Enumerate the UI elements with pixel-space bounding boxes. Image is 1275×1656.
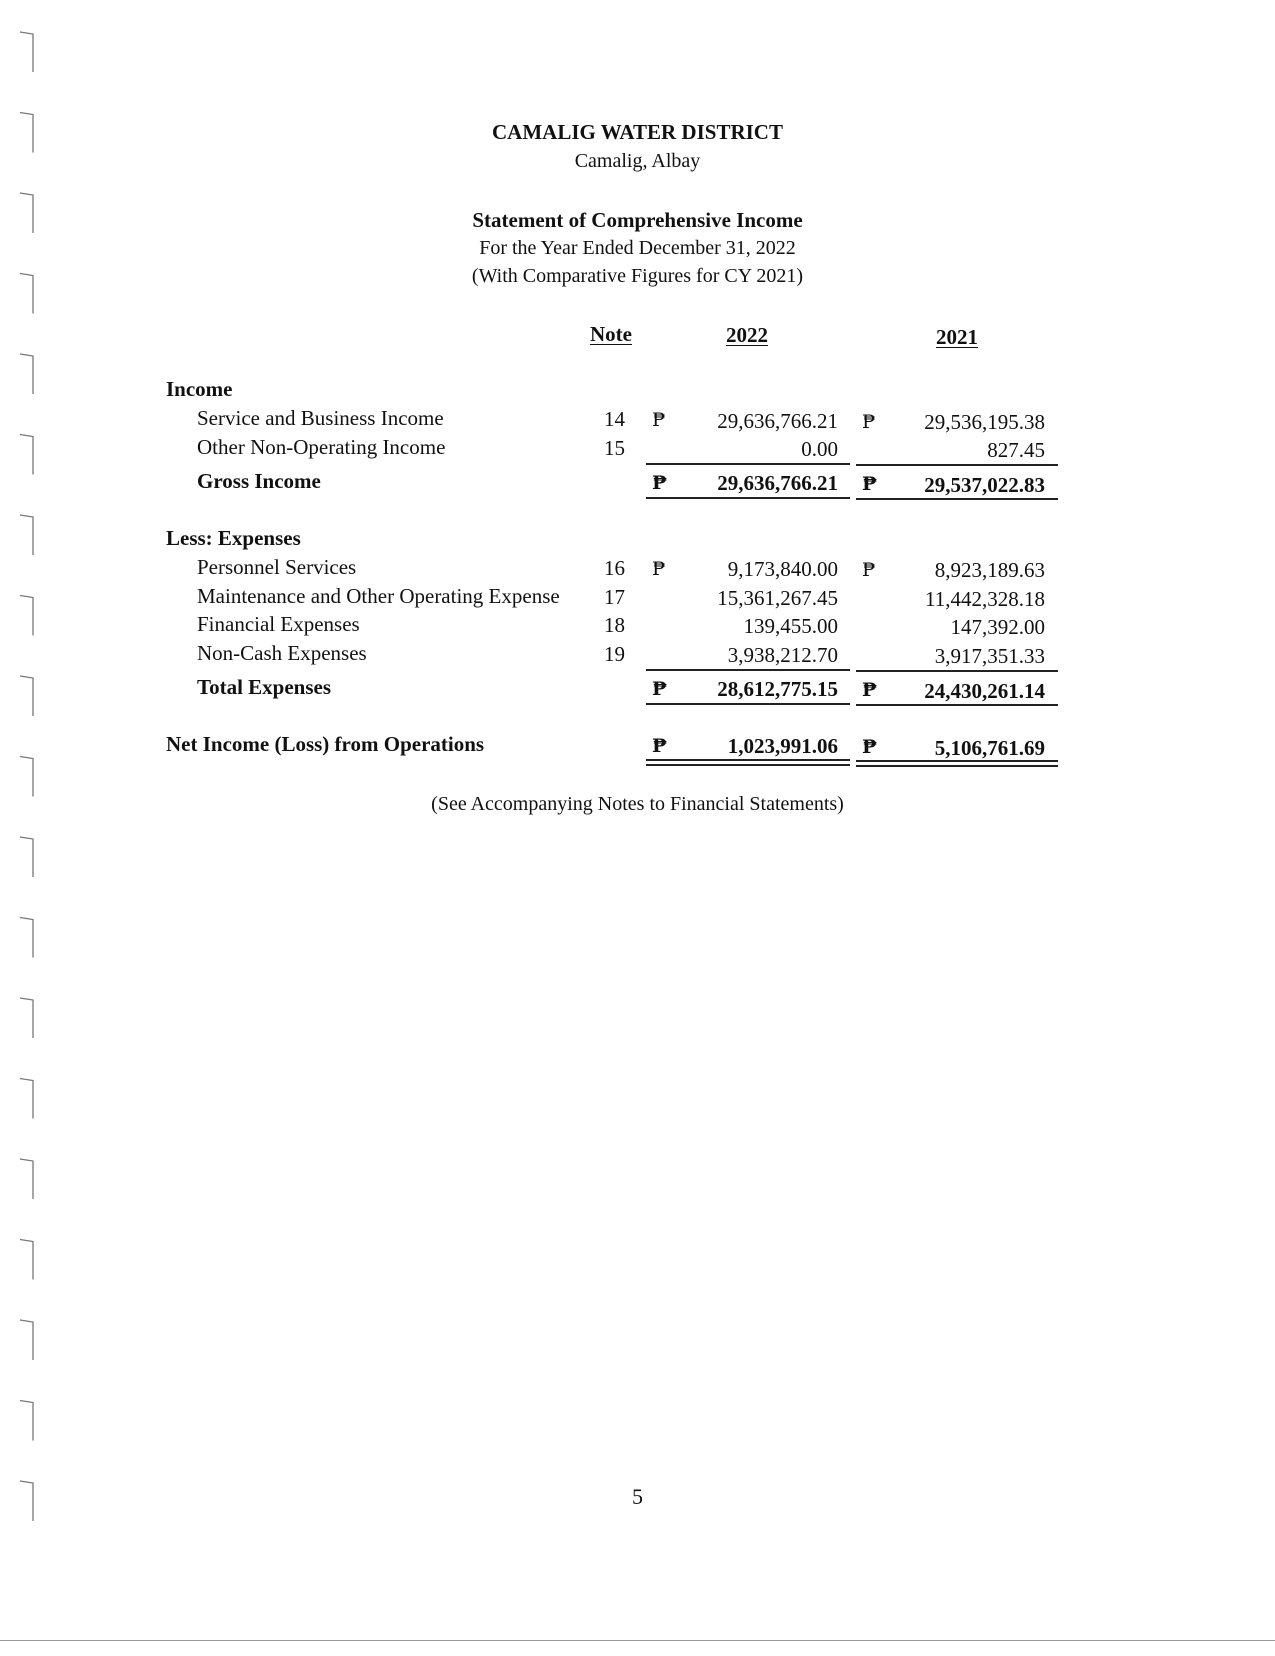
punch-mark bbox=[20, 1401, 33, 1441]
peso-sign: ₱ bbox=[862, 736, 878, 758]
subtotal-rule bbox=[856, 464, 1058, 466]
column-header-note: Note bbox=[590, 322, 632, 346]
row-value-2021: 29,536,195.38 bbox=[924, 410, 1045, 434]
subtotal-rule bbox=[856, 670, 1058, 672]
row-label: Personnel Services bbox=[197, 555, 357, 579]
peso-sign: ₱ bbox=[652, 678, 668, 700]
double-total-rule bbox=[646, 759, 850, 766]
punch-mark bbox=[20, 837, 33, 877]
punch-mark bbox=[20, 1240, 33, 1280]
row-value-2022: 139,455.00 bbox=[743, 614, 838, 638]
row-value-2022: 0.00 bbox=[801, 437, 838, 461]
entity-name: CAMALIG WATER DISTRICT bbox=[492, 120, 783, 144]
peso-sign: ₱ bbox=[862, 559, 876, 581]
total-rule bbox=[646, 497, 850, 499]
punch-mark bbox=[20, 918, 33, 958]
row-value-2022: 29,636,766.21 bbox=[717, 409, 838, 433]
gross-income-label: Gross Income bbox=[197, 469, 321, 493]
row-note: 15 bbox=[604, 436, 625, 460]
total-rule bbox=[646, 703, 850, 705]
statement-period: For the Year Ended December 31, 2022 bbox=[479, 237, 796, 259]
row-note: 18 bbox=[604, 613, 625, 637]
entity-location: Camalig, Albay bbox=[574, 150, 701, 172]
expenses-heading: Less: Expenses bbox=[166, 526, 301, 550]
total-rule bbox=[856, 498, 1058, 500]
punch-mark bbox=[20, 1079, 33, 1119]
comparative-note: (With Comparative Figures for CY 2021) bbox=[471, 265, 804, 287]
punch-mark bbox=[20, 1320, 33, 1360]
total-expenses-2021: 24,430,261.14 bbox=[924, 679, 1045, 703]
bottom-scan-edge bbox=[0, 1640, 1275, 1641]
row-value-2022: 9,173,840.00 bbox=[727, 557, 838, 581]
gross-income-2021: 29,537,022.83 bbox=[924, 473, 1045, 497]
punch-mark bbox=[20, 998, 33, 1038]
row-value-2021: 827.45 bbox=[987, 438, 1045, 462]
row-value-2022: 15,361,267.45 bbox=[717, 586, 838, 610]
row-label: Other Non-Operating Income bbox=[197, 435, 446, 459]
net-income-2021: 5,106,761.69 bbox=[934, 736, 1045, 760]
punch-mark bbox=[20, 676, 33, 716]
peso-sign: ₱ bbox=[652, 472, 668, 494]
page-number: 5 bbox=[632, 1484, 643, 1509]
column-header-2022: 2022 bbox=[726, 323, 768, 347]
total-rule bbox=[856, 704, 1058, 706]
punch-mark bbox=[20, 515, 33, 555]
row-value-2021: 3,917,351.33 bbox=[934, 644, 1045, 668]
total-expenses-label: Total Expenses bbox=[197, 675, 332, 699]
row-note: 19 bbox=[604, 642, 625, 666]
row-note: 16 bbox=[604, 556, 625, 580]
row-label: Financial Expenses bbox=[197, 612, 360, 636]
gross-income-2022: 29,636,766.21 bbox=[717, 471, 838, 495]
row-label: Maintenance and Other Operating Expense bbox=[197, 584, 560, 608]
punch-mark bbox=[20, 32, 33, 72]
row-value-2021: 11,442,328.18 bbox=[925, 587, 1045, 611]
column-header-2021: 2021 bbox=[936, 325, 978, 349]
statement-title: Statement of Comprehensive Income bbox=[472, 208, 803, 232]
subtotal-rule bbox=[646, 463, 850, 465]
row-value-2021: 8,923,189.63 bbox=[934, 558, 1045, 582]
row-value-2022: 3,938,212.70 bbox=[727, 643, 838, 667]
peso-sign: ₱ bbox=[652, 558, 666, 580]
row-label: Non-Cash Expenses bbox=[197, 641, 367, 665]
peso-sign: ₱ bbox=[652, 735, 668, 757]
double-total-rule bbox=[856, 760, 1058, 767]
row-value-2021: 147,392.00 bbox=[950, 615, 1045, 639]
net-income-label: Net Income (Loss) from Operations bbox=[166, 732, 485, 756]
subtotal-rule bbox=[646, 669, 850, 671]
row-label: Service and Business Income bbox=[197, 406, 444, 430]
net-income-2022: 1,023,991.06 bbox=[727, 734, 838, 758]
punch-mark bbox=[20, 354, 33, 394]
punch-mark bbox=[20, 1159, 33, 1199]
row-note: 17 bbox=[604, 585, 625, 609]
punch-mark bbox=[20, 435, 33, 475]
peso-sign: ₱ bbox=[862, 679, 878, 701]
row-note: 14 bbox=[604, 407, 625, 431]
peso-sign: ₱ bbox=[652, 409, 666, 431]
punch-mark bbox=[20, 596, 33, 636]
punch-mark bbox=[20, 757, 33, 797]
peso-sign: ₱ bbox=[862, 411, 876, 433]
income-heading: Income bbox=[166, 377, 233, 401]
peso-sign: ₱ bbox=[862, 473, 878, 495]
total-expenses-2022: 28,612,775.15 bbox=[717, 677, 838, 701]
footnote: (See Accompanying Notes to Financial Statements) bbox=[431, 793, 844, 815]
